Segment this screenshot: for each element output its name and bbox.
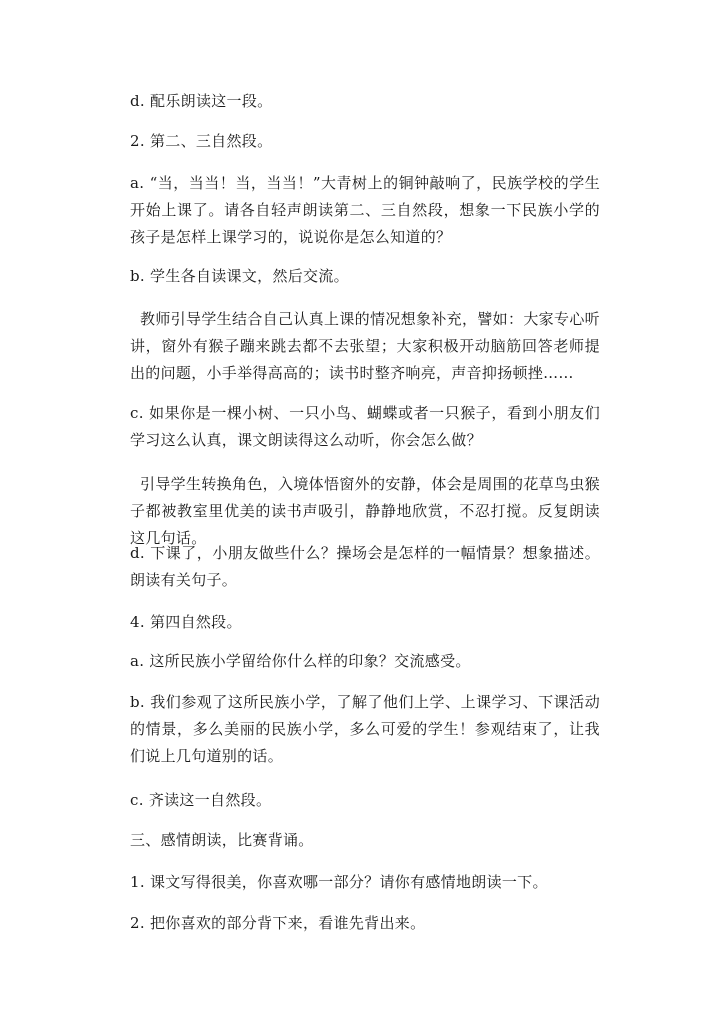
paragraph: 2. 第二、三自然段。: [130, 132, 273, 150]
paragraph: a. “当，当当！当，当当！”大青树上的铜钟敲响了，民族学校的学生开始上课了。请各自轻声朗读第二、三自然段，想象一下民族小学的孩子是怎样上课学习的，说说你是怎么知道的？: [130, 174, 600, 246]
paragraph: d. 下课了，小朋友做些什么？操场会是怎样的一幅情景？想象描述。朗读有关句子。: [130, 544, 600, 589]
paragraph: a. 这所民族小学留给你什么样的印象？交流感受。: [130, 652, 471, 670]
paragraph: 教师引导学生结合自己认真上课的情况想象补充，譬如：大家专心听讲，窗外有猴子蹦来跳去都不去张望；大家积极开动脑筋回答老师提出的问题，小手举得高高的；读书时整齐响亮，声音抑扬顿挫……: [130, 310, 600, 382]
paragraph: 三、感情朗读，比赛背诵。: [130, 831, 314, 849]
paragraph: 1. 课文写得很美，你喜欢哪一部分？请你有感情地朗读一下。: [130, 873, 548, 891]
paragraph: b. 学生各自读课文，然后交流。: [130, 267, 349, 285]
paragraph: d. 配乐朗读这一段。: [130, 92, 273, 110]
paragraph: 2. 把你喜欢的部分背下来，看谁先背出来。: [130, 914, 426, 932]
paragraph: 4. 第四自然段。: [130, 613, 242, 631]
paragraph: b. 我们参观了这所民族小学，了解了他们上学、上课学习、下课活动的情景，多么美丽的民族小学，多么可爱的学生！参观结束了，让我们说上几句道别的话。: [130, 693, 600, 765]
paragraph: c. 如果你是一棵小树、一只小鸟、蝴蝶或者一只猴子，看到小朋友们学习这么认真，课文朗读得这么动听，你会怎么做？: [130, 404, 600, 449]
paragraph: c. 齐读这一自然段。: [130, 791, 272, 809]
paragraph: 引导学生转换角色，入境体悟窗外的安静，体会是周围的花草鸟虫猴子都被教室里优美的读书声吸引，静静地欣赏，不忍打搅。反复朗读这几句话。: [130, 475, 600, 547]
